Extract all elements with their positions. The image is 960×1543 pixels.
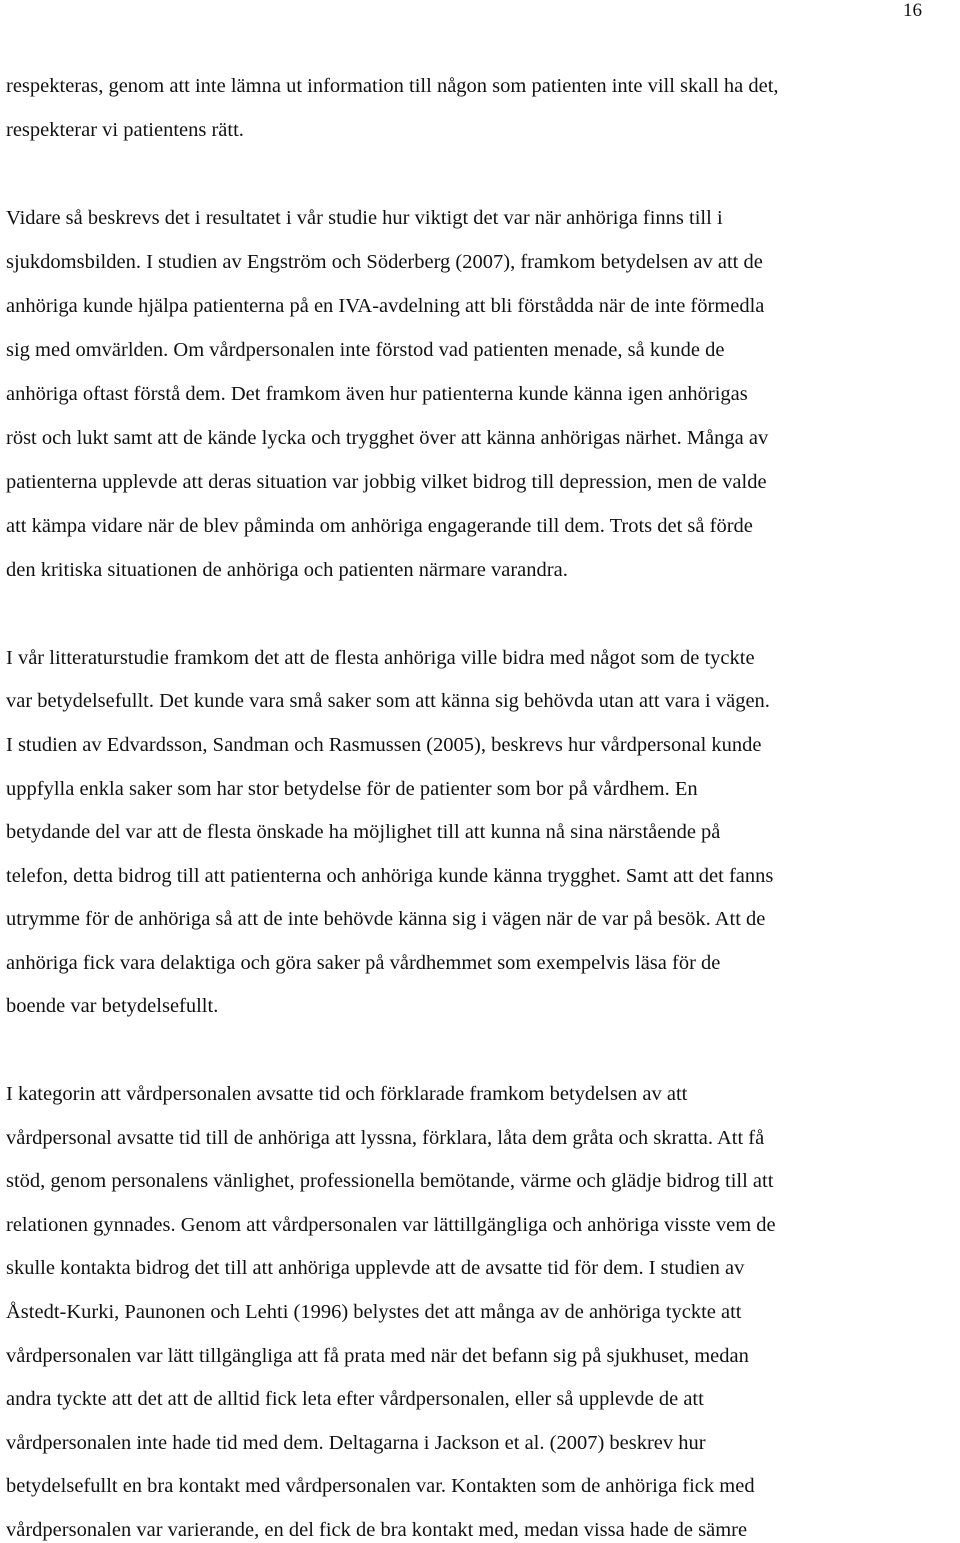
text-line: vårdpersonalen var varierande, en del fick de bra kontakt med, medan vissa hade de sämre [6,1519,748,1541]
text-line: relationen gynnades. Genom att vårdpersonalen var lättillgängliga och anhöriga visste vem de [6,1214,776,1236]
text-line: uppfylla enkla saker som har stor betydelse för de patienter som bor på vårdhem. En [6,778,698,800]
text-line: Vidare så beskrevs det i resultatet i vår studie hur viktigt det var när anhöriga finns till i [6,207,723,229]
text-line: anhöriga fick vara delaktiga och göra saker på vårdhemmet som exempelvis läsa för de [6,952,721,974]
text-line: respekterar vi patientens rätt. [6,119,244,141]
page-number: 16 [903,0,922,21]
text-line: utrymme för de anhöriga så att de inte behövde känna sig i vägen när de var på besök. Att de [6,908,766,930]
text-line: anhöriga kunde hjälpa patienterna på en IVA-avdelning att bli förstådda när de inte förmedla [6,295,765,317]
text-line: betydelsefullt en bra kontakt med vårdpersonalen var. Kontakten som de anhöriga fick med [6,1475,755,1497]
text-line: Åstedt-Kurki, Paunonen och Lehti (1996) belystes det att många av de anhöriga tyckte att [6,1301,742,1323]
text-line: var betydelsefullt. Det kunde vara små saker som att känna sig behövda utan att vara i vägen. [6,690,770,712]
text-line: betydande del var att de flesta önskade ha möjlighet till att kunna nå sina närstående på [6,821,721,843]
text-line: telefon, detta bidrog till att patienterna och anhöriga kunde känna trygghet. Samt att det fanns [6,865,774,887]
text-line: skulle kontakta bidrog det till att anhöriga upplevde att de avsatte tid för dem. I studien av [6,1257,745,1279]
text-line: sjukdomsbilden. I studien av Engström och Söderberg (2007), framkom betydelsen av att de [6,251,763,273]
text-line: I studien av Edvardsson, Sandman och Rasmussen (2005), beskrevs hur vårdpersonal kunde [6,734,762,756]
text-line: patienterna upplevde att deras situation var jobbig vilket bidrog till depression, men de valde [6,471,767,493]
text-line: den kritiska situationen de anhöriga och patienten närmare varandra. [6,559,568,581]
text-line: anhöriga oftast förstå dem. Det framkom även hur patienterna kunde känna igen anhörigas [6,383,748,405]
text-line: boende var betydelsefullt. [6,995,219,1017]
text-line: I vår litteraturstudie framkom det att de flesta anhöriga ville bidra med något som de tyckte [6,647,755,669]
text-line: röst och lukt samt att de kände lycka och trygghet över att känna anhörigas närhet. Många av [6,427,769,449]
text-line: vårdpersonalen var lätt tillgängliga att få prata med när det befann sig på sjukhuset, medan [6,1345,749,1367]
text-line: respekteras, genom att inte lämna ut information till någon som patienten inte vill skall ha det, [6,75,779,97]
text-line: att kämpa vidare när de blev påminda om anhöriga engagerande till dem. Trots det så förde [6,515,753,537]
text-line: andra tyckte att det att de alltid fick leta efter vårdpersonalen, eller så upplevde de att [6,1388,704,1410]
text-line: stöd, genom personalens vänlighet, professionella bemötande, värme och glädje bidrog till att [6,1170,774,1192]
text-line: vårdpersonalen inte hade tid med dem. Deltagarna i Jackson et al. (2007) beskrev hur [6,1432,706,1454]
text-line: vårdpersonal avsatte tid till de anhöriga att lyssna, förklara, låta dem gråta och skratta. Att få [6,1127,765,1149]
text-line: I kategorin att vårdpersonalen avsatte tid och förklarade framkom betydelsen av att [6,1083,688,1105]
text-line: sig med omvärlden. Om vårdpersonalen inte förstod vad patienten menade, så kunde de [6,339,725,361]
